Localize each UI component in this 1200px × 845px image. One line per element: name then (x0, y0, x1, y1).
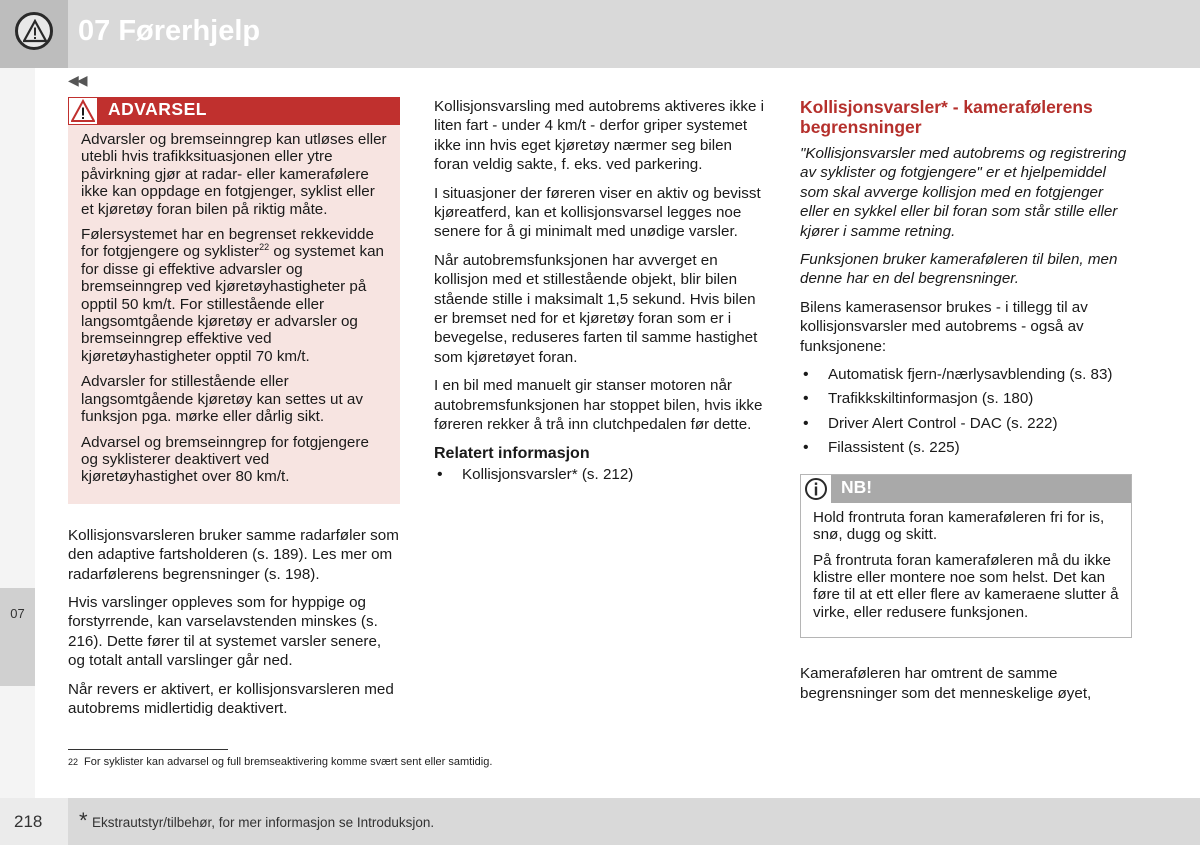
warning-text: Følersystemet har en begrenset rekkevidde for fotgjengere og syklister (81, 226, 374, 261)
footnote-ref: 22 (259, 242, 270, 253)
note-box (800, 474, 1132, 638)
warning-body (68, 125, 400, 486)
body-paragraph: I situasjoner der føreren viser en aktiv og bevisst kjøreatferd, kan et kollisjonsvarsel legges noe senere for å gi minimalt med unødige varsler. (434, 184, 761, 241)
column-1 (68, 97, 400, 727)
chapter-title: 07 Førerhjelp (78, 15, 261, 47)
body-paragraph: I en bil med manuelt gir stanser motoren når autobremsfunksjonen har stoppet bilen, hvis ikke føreren rekker å trå inn clutchpedalen før dette. (434, 377, 763, 434)
italic-paragraph: "Kollisjonsvarsler med autobrems og registrering av syklister og fotgjengere" er et hjelpemiddel som skal avverge kollisjon med en fotgjenger eller en sykkel eller bil foran som står stille eller kjører i samme retning. (800, 145, 1127, 240)
asterisk-icon: * (79, 808, 88, 833)
note-label: NB! (841, 476, 873, 497)
chapter-side-tab[interactable]: 07 (0, 588, 35, 686)
function-list-item: • Filassistent (s. 225) (800, 438, 1132, 457)
page-footer (0, 798, 1200, 845)
warning-paragraph: Advarsler og bremseinngrep kan utløses eller utebli hvis trafikksituasjonen eller ytre påvirkning gjør at radar- eller kamerafølere ikke kan oppdage en fotgjenger, syklist eller et kjøretøy foran bilen på riktig måte. (81, 131, 387, 218)
function-list (800, 365, 1132, 458)
warning-icon (15, 12, 53, 50)
footnote-divider (68, 749, 228, 750)
italic-paragraph: Funksjonen bruker kameraføleren til bilen, men denne har en del begrensninger. (800, 251, 1118, 288)
note-paragraph: Hold frontruta foran kameraføleren fri for is, snø, dugg og skitt. (813, 508, 1105, 544)
body-paragraph: Kollisjonsvarsleren bruker samme radarføler som den adaptive fartsholderen (s. 189). Les mer om radarfølerens begrensninger (s. 198). (68, 526, 399, 583)
warning-header (68, 97, 400, 125)
chapter-icon-box (0, 0, 68, 68)
related-info-heading: Relatert informasjon (434, 444, 590, 462)
warning-paragraph: Advarsel og bremseinngrep for fotgjengere og syklisterer deaktivert ved kjøretøyhastighet over 80 km/t. (81, 433, 369, 486)
chapter-header (0, 0, 1200, 68)
warning-triangle-icon (68, 97, 98, 125)
footer-note: Ekstrautstyr/tilbehør, for mer informasjon se Introduksjon. (92, 815, 435, 830)
back-arrows-icon[interactable]: ◀◀ (68, 72, 86, 88)
function-list-item: • Driver Alert Control - DAC (s. 222) (800, 414, 1132, 433)
body-paragraph: Kollisjonsvarsling med autobrems aktiveres ikke i liten fart - under 4 km/t - derfor griper systemet ikke inn hvis eget kjøretøy nærmer seg bilen foran veldig sakte, f. eks. ved parkering. (434, 98, 765, 174)
body-paragraph: Når autobremsfunksjonen har avverget en kollisjon med et stillestående objekt, blir bilen stående stille i maksimalt 1,5 sekund. Hvis bilen er bremset ned for et kjøretøy foran som er i bevegelse, reduseres farten til samme hastighet som kjøretøyet foran. (434, 251, 758, 366)
footnote (68, 756, 492, 768)
body-paragraph: Kameraføleren har omtrent de samme begrensninger som det menneskelige øyet, (800, 665, 1092, 702)
column-2 (434, 97, 768, 500)
side-strip (0, 68, 35, 798)
page-number: 218 (14, 812, 43, 831)
body-paragraph: Hvis varslinger oppleves som for hyppige og forstyrrende, kan varselavstenden minskes (s. 216). Dette fører til at systemet varsler senere, og totalt antall varslinger går ned. (68, 593, 382, 670)
warning-paragraph (81, 226, 388, 365)
italic-intro (800, 144, 1132, 289)
function-list-item: • Automatisk fjern-/nærlysavblending (s. 83) (800, 365, 1132, 384)
page-number-box (0, 798, 68, 845)
body-paragraph: Bilens kamerasensor brukes - i tillegg til av kollisjonsvarsler med autobrems - også av funksjonene: (800, 298, 1088, 355)
footnote-text: For syklister kan advarsel og full bremseaktivering komme svært sent eller samtidig. (84, 756, 493, 768)
note-paragraph: På frontruta foran kameraføleren må du ikke klistre eller montere noe som helst. Det kan føre til at ett eller flere av kameraene slutter å virke, eller redusere funksjonen. (813, 551, 1119, 621)
footnote-number: 22 (68, 757, 79, 767)
related-list (434, 465, 768, 484)
warning-text: og systemet kan for disse gi effektive advarsler og bremseinngrep ved kjøretøyhastigheter på opptil 50 km/t. For stillestående eller langsomtgående kjøretøy er advarsler og bremseinngrep effektive ved kjøretøyhastigheter opptil 70 km/t. (81, 243, 384, 365)
warning-paragraph: Advarsler for stillestående eller langsomtgående kjøretøy kan settes ut av funksjon pga. mørke eller dårlig sikt. (81, 373, 363, 426)
section-heading: Kollisjonsvarsler* - kamerafølerens begrensninger (800, 97, 1093, 137)
body-paragraph: Når revers er aktivert, er kollisjonsvarsleren med autobrems midlertidig deaktivert. (68, 680, 394, 717)
note-header (801, 475, 1131, 503)
column-3 (800, 97, 1132, 712)
warning-box (68, 97, 400, 504)
warning-label: ADVARSEL (108, 99, 207, 119)
function-list-item: • Trafikkskiltinformasjon (s. 180) (800, 389, 1132, 408)
info-icon (801, 475, 832, 503)
related-link[interactable]: • Kollisjonsvarsler* (s. 212) (434, 465, 768, 484)
note-body (801, 503, 1131, 621)
